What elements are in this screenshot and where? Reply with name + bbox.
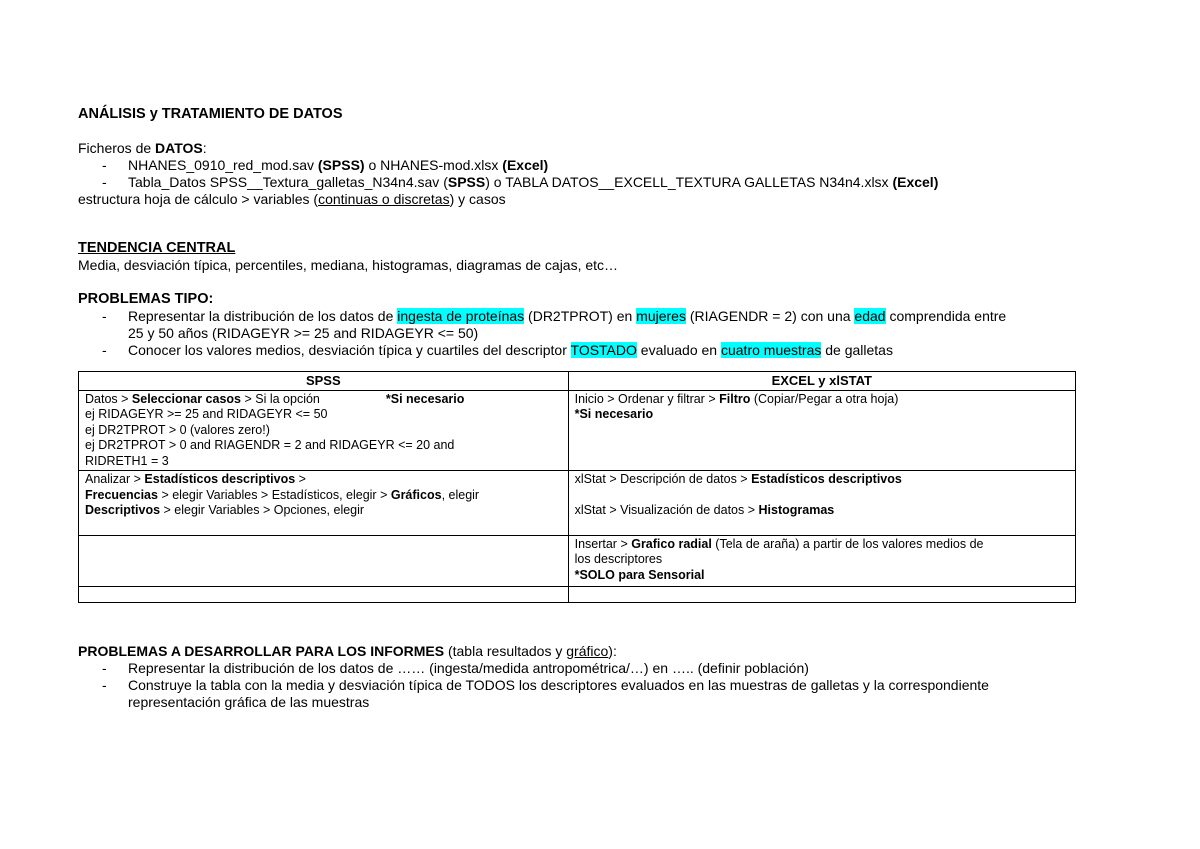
highlight: cuatro muestras bbox=[720, 342, 822, 358]
document-page bbox=[78, 106, 1108, 711]
cell-spss-empty bbox=[79, 535, 569, 586]
cell-spss-analizar: Analizar > Estadísticos descriptivos > Frecuencias > elegir Variables > Estadísticos, elegir > Gráficos, elegir Descriptivos > elegir Variables > Opciones, elegir bbox=[79, 471, 569, 536]
cell-empty bbox=[79, 586, 569, 602]
highlight: edad bbox=[854, 308, 886, 324]
list-item: - Tabla_Datos SPSS__Textura_galletas_N34n4.sav (SPSS) o TABLA DATOS__EXCELL_TEXTURA GALLETAS N34n4.xlsx (Excel) bbox=[78, 174, 1108, 191]
document-title: ANÁLISIS y TRATAMIENTO DE DATOS bbox=[78, 106, 343, 122]
list-item: - Representar la distribución de los datos de …… (ingesta/medida antropométrica/…) en ….. (definir población) bbox=[78, 660, 1108, 677]
cell-excel-filtro: Inicio > Ordenar y filtrar > Filtro (Copiar/Pegar a otra hoja) *Si necesario bbox=[568, 390, 1075, 471]
table-row bbox=[79, 471, 1076, 536]
table-row bbox=[79, 535, 1076, 586]
cell-spss-seleccionar: Datos > Seleccionar casos > Si la opción *Si necesario ej RIDAGEYR >= 25 and RIDAGEYR <= 50 ej DR2TPROT > 0 (valores zero!) ej DR2TPROT > 0 and RIAGENDR = 2 and RIDAGEYR <= 20 and RIDRETH1 = 3 bbox=[79, 390, 569, 471]
list-item: - Representar la distribución de los datos de ingesta de proteínas (DR2TPROT) en mujeres (RIAGENDR = 2) con una edad comprendida entre 25 y 50 años (RIDAGEYR >= 25 and RIDAGEYR <= 50) bbox=[78, 308, 1108, 342]
list-item: - NHANES_0910_red_mod.sav (SPSS) o NHANES-mod.xlsx (Excel) bbox=[78, 157, 1108, 174]
problemas-tipo-list bbox=[78, 308, 1108, 359]
list-item: - Conocer los valores medios, desviación típica y cuartiles del descriptor TOSTADO evaluado en cuatro muestras de galletas bbox=[78, 342, 1108, 359]
tendencia-text: Media, desviación típica, percentiles, mediana, histogramas, diagramas de cajas, etc… bbox=[78, 257, 619, 273]
estructura-line: estructura hoja de cálculo > variables (continuas o discretas) y casos bbox=[78, 191, 506, 207]
problemas-desarrollar-list bbox=[78, 660, 1108, 711]
tendencia-title: TENDENCIA CENTRAL bbox=[78, 240, 236, 256]
highlight: TOSTADO bbox=[570, 342, 637, 358]
list-item: - Construye la tabla con la media y desviación típica de TODOS los descriptores evaluados en las muestras de galletas y la correspondiente representación gráfica de las muestras bbox=[78, 677, 1108, 711]
ficheros-list bbox=[78, 157, 1108, 191]
problemas-desarrollar-title: PROBLEMAS A DESARROLLAR PARA LOS INFORMES (tabla resultados y gráfico): bbox=[78, 642, 617, 659]
table-row bbox=[79, 390, 1076, 471]
table-row bbox=[79, 586, 1076, 602]
cell-excel-radial: Insertar > Grafico radial (Tela de araña) a partir de los valores medios de los descriptores *SOLO para Sensorial bbox=[568, 535, 1075, 586]
cell-empty bbox=[568, 586, 1075, 602]
cell-excel-xlstat: xlStat > Descripción de datos > Estadísticos descriptivos xlStat > Visualización de datos > Histogramas bbox=[568, 471, 1075, 536]
highlight: ingesta de proteínas bbox=[397, 308, 525, 324]
ficheros-label: Ficheros de DATOS: bbox=[78, 140, 207, 156]
problemas-tipo-title: PROBLEMAS TIPO: bbox=[78, 291, 214, 307]
table-header-row bbox=[79, 372, 1076, 391]
header-spss: SPSS bbox=[79, 372, 569, 391]
highlight: mujeres bbox=[636, 308, 686, 324]
header-excel: EXCEL y xlSTAT bbox=[568, 372, 1075, 391]
methods-table bbox=[78, 371, 1076, 603]
